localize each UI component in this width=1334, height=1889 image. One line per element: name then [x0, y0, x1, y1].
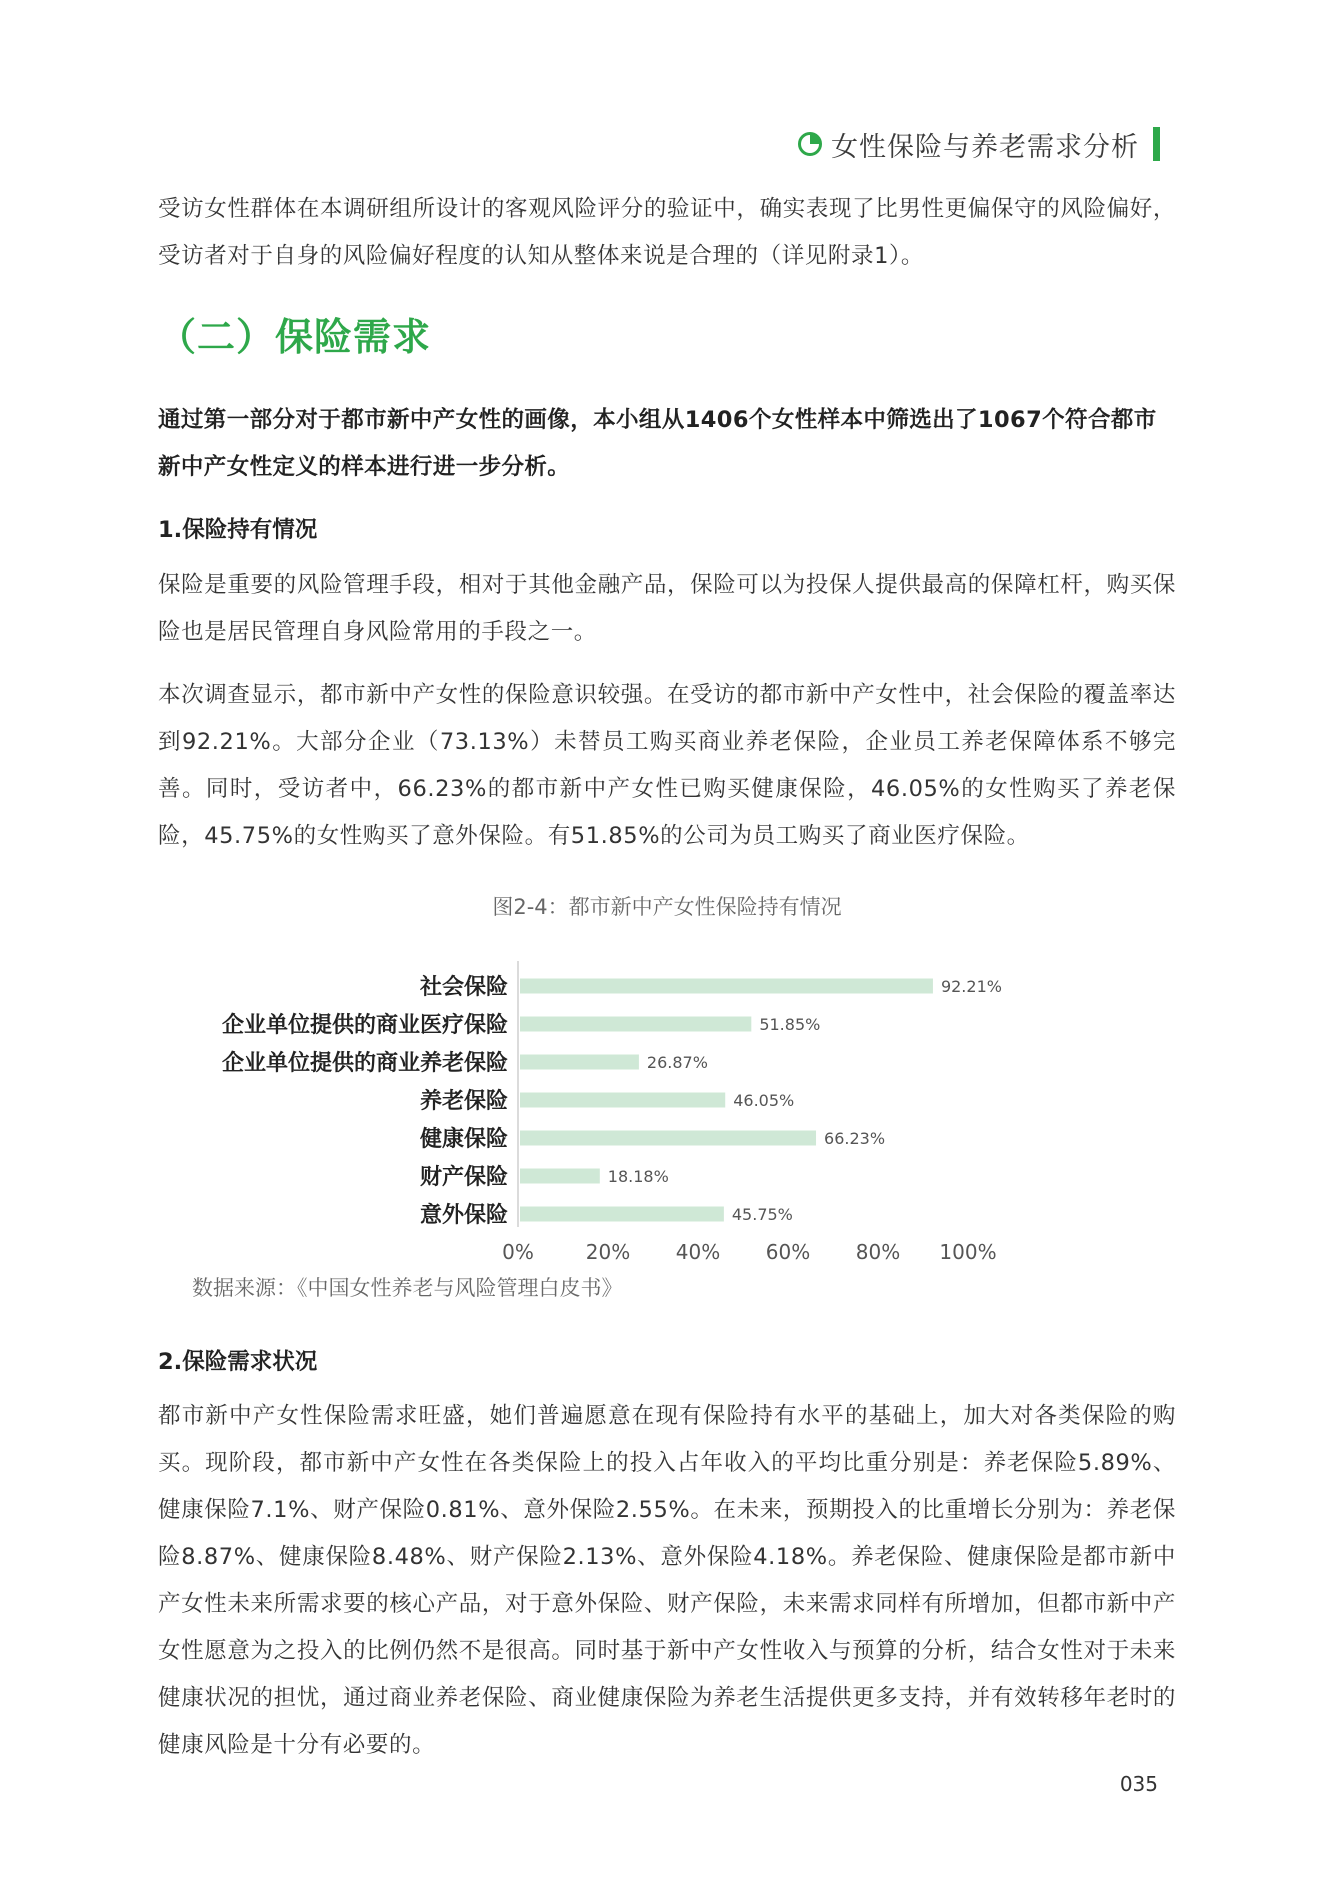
header-accent-bar: [1153, 127, 1160, 161]
x-tick-label: 60%: [765, 1240, 811, 1264]
category-label: 健康保险: [419, 1127, 508, 1152]
subsection-title-holdings: 1.保险持有情况: [158, 517, 318, 543]
bar: [520, 1017, 751, 1032]
bar: [520, 1169, 600, 1184]
category-label: 财产保险: [419, 1165, 508, 1190]
data-label: 46.05%: [733, 1091, 795, 1110]
bar: [520, 979, 933, 994]
category-label: 意外保险: [419, 1203, 508, 1228]
bar: [520, 1131, 816, 1146]
data-label: 92.21%: [940, 977, 1002, 996]
bar: [520, 1055, 639, 1070]
page-header: [797, 124, 1160, 164]
bar: [520, 1207, 724, 1222]
data-label: 18.18%: [607, 1167, 669, 1186]
lead-paragraph: 通过第一部分对于都市新中产女性的画像，本小组从1406个女性样本中筛选出了1067个符合都市新中产女性定义的样本进行进一步分析。: [158, 407, 1157, 480]
section-title: （二）保险需求: [158, 315, 432, 359]
data-label: 66.23%: [824, 1129, 886, 1148]
header-title: 女性保险与养老需求分析: [831, 131, 1139, 163]
x-tick-label: 100%: [939, 1240, 997, 1264]
data-label: 26.87%: [646, 1053, 708, 1072]
category-label: 企业单位提供的商业养老保险: [221, 1051, 508, 1076]
page-number: 035: [1119, 1772, 1158, 1796]
insurance-holding-bar-chart: [150, 955, 1030, 1265]
holdings-paragraph-1: 保险是重要的风险管理手段，相对于其他金融产品，保险可以为投保人提供最高的保障杠杆，购买保险也是居民管理自身风险常用的手段之一。: [158, 572, 1176, 645]
x-tick-label: 80%: [855, 1240, 901, 1264]
x-tick-label: 20%: [585, 1240, 631, 1264]
x-tick-label: 40%: [675, 1240, 721, 1264]
figure-caption: 图2-4：都市新中产女性保险持有情况: [492, 895, 842, 919]
pie-chart-icon: [797, 131, 823, 157]
x-tick-label: 0%: [502, 1240, 534, 1264]
data-label: 45.75%: [731, 1205, 793, 1224]
category-label: 社会保险: [419, 975, 508, 1000]
data-label: 51.85%: [759, 1015, 821, 1034]
figure-source: 数据来源：《中国女性养老与风险管理白皮书》: [192, 1276, 623, 1300]
category-label: 养老保险: [419, 1089, 508, 1114]
holdings-paragraph-2: 本次调查显示，都市新中产女性的保险意识较强。在受访的都市新中产女性中，社会保险的覆盖率达到92.21%。大部分企业（73.13%）未替员工购买商业养老保险，企业员工养老保障体系不够完善。同时，受访者中，66.23%的都市新中产女性已购买健康保险，46.05%的女性购买了养老保险，45.75%的女性购买了意外保险。有51.85%的公司为员工购买了商业医疗保险。: [158, 682, 1176, 849]
demand-paragraph: 都市新中产女性保险需求旺盛，她们普遍愿意在现有保险持有水平的基础上，加大对各类保险的购买。现阶段，都市新中产女性在各类保险上的投入占年收入的平均比重分别是：养老保险5.89%、健康保险7.1%、财产保险0.81%、意外保险2.55%。在未来，预期投入的比重增长分别为：养老保险8.87%、健康保险8.48%、财产保险2.13%、意外保险4.18%。养老保险、健康保险是都市新中产女性未来所需求要的核心产品，对于意外保险、财产保险，未来需求同样有所增加，但都市新中产女性愿意为之投入的比例仍然不是很高。同时基于新中产女性收入与预算的分析，结合女性对于未来健康状况的担忧，通过商业养老保险、商业健康保险为养老生活提供更多支持，并有效转移年老时的健康风险是十分有必要的。: [158, 1403, 1176, 1758]
category-label: 企业单位提供的商业医疗保险: [221, 1013, 508, 1038]
bar: [520, 1093, 725, 1108]
subsection-title-demand: 2.保险需求状况: [158, 1349, 318, 1375]
intro-paragraph: 受访女性群体在本调研组所设计的客观风险评分的验证中，确实表现了比男性更偏保守的风险偏好，受访者对于自身的风险偏好程度的认知从整体来说是合理的（详见附录1）。: [158, 196, 1176, 269]
